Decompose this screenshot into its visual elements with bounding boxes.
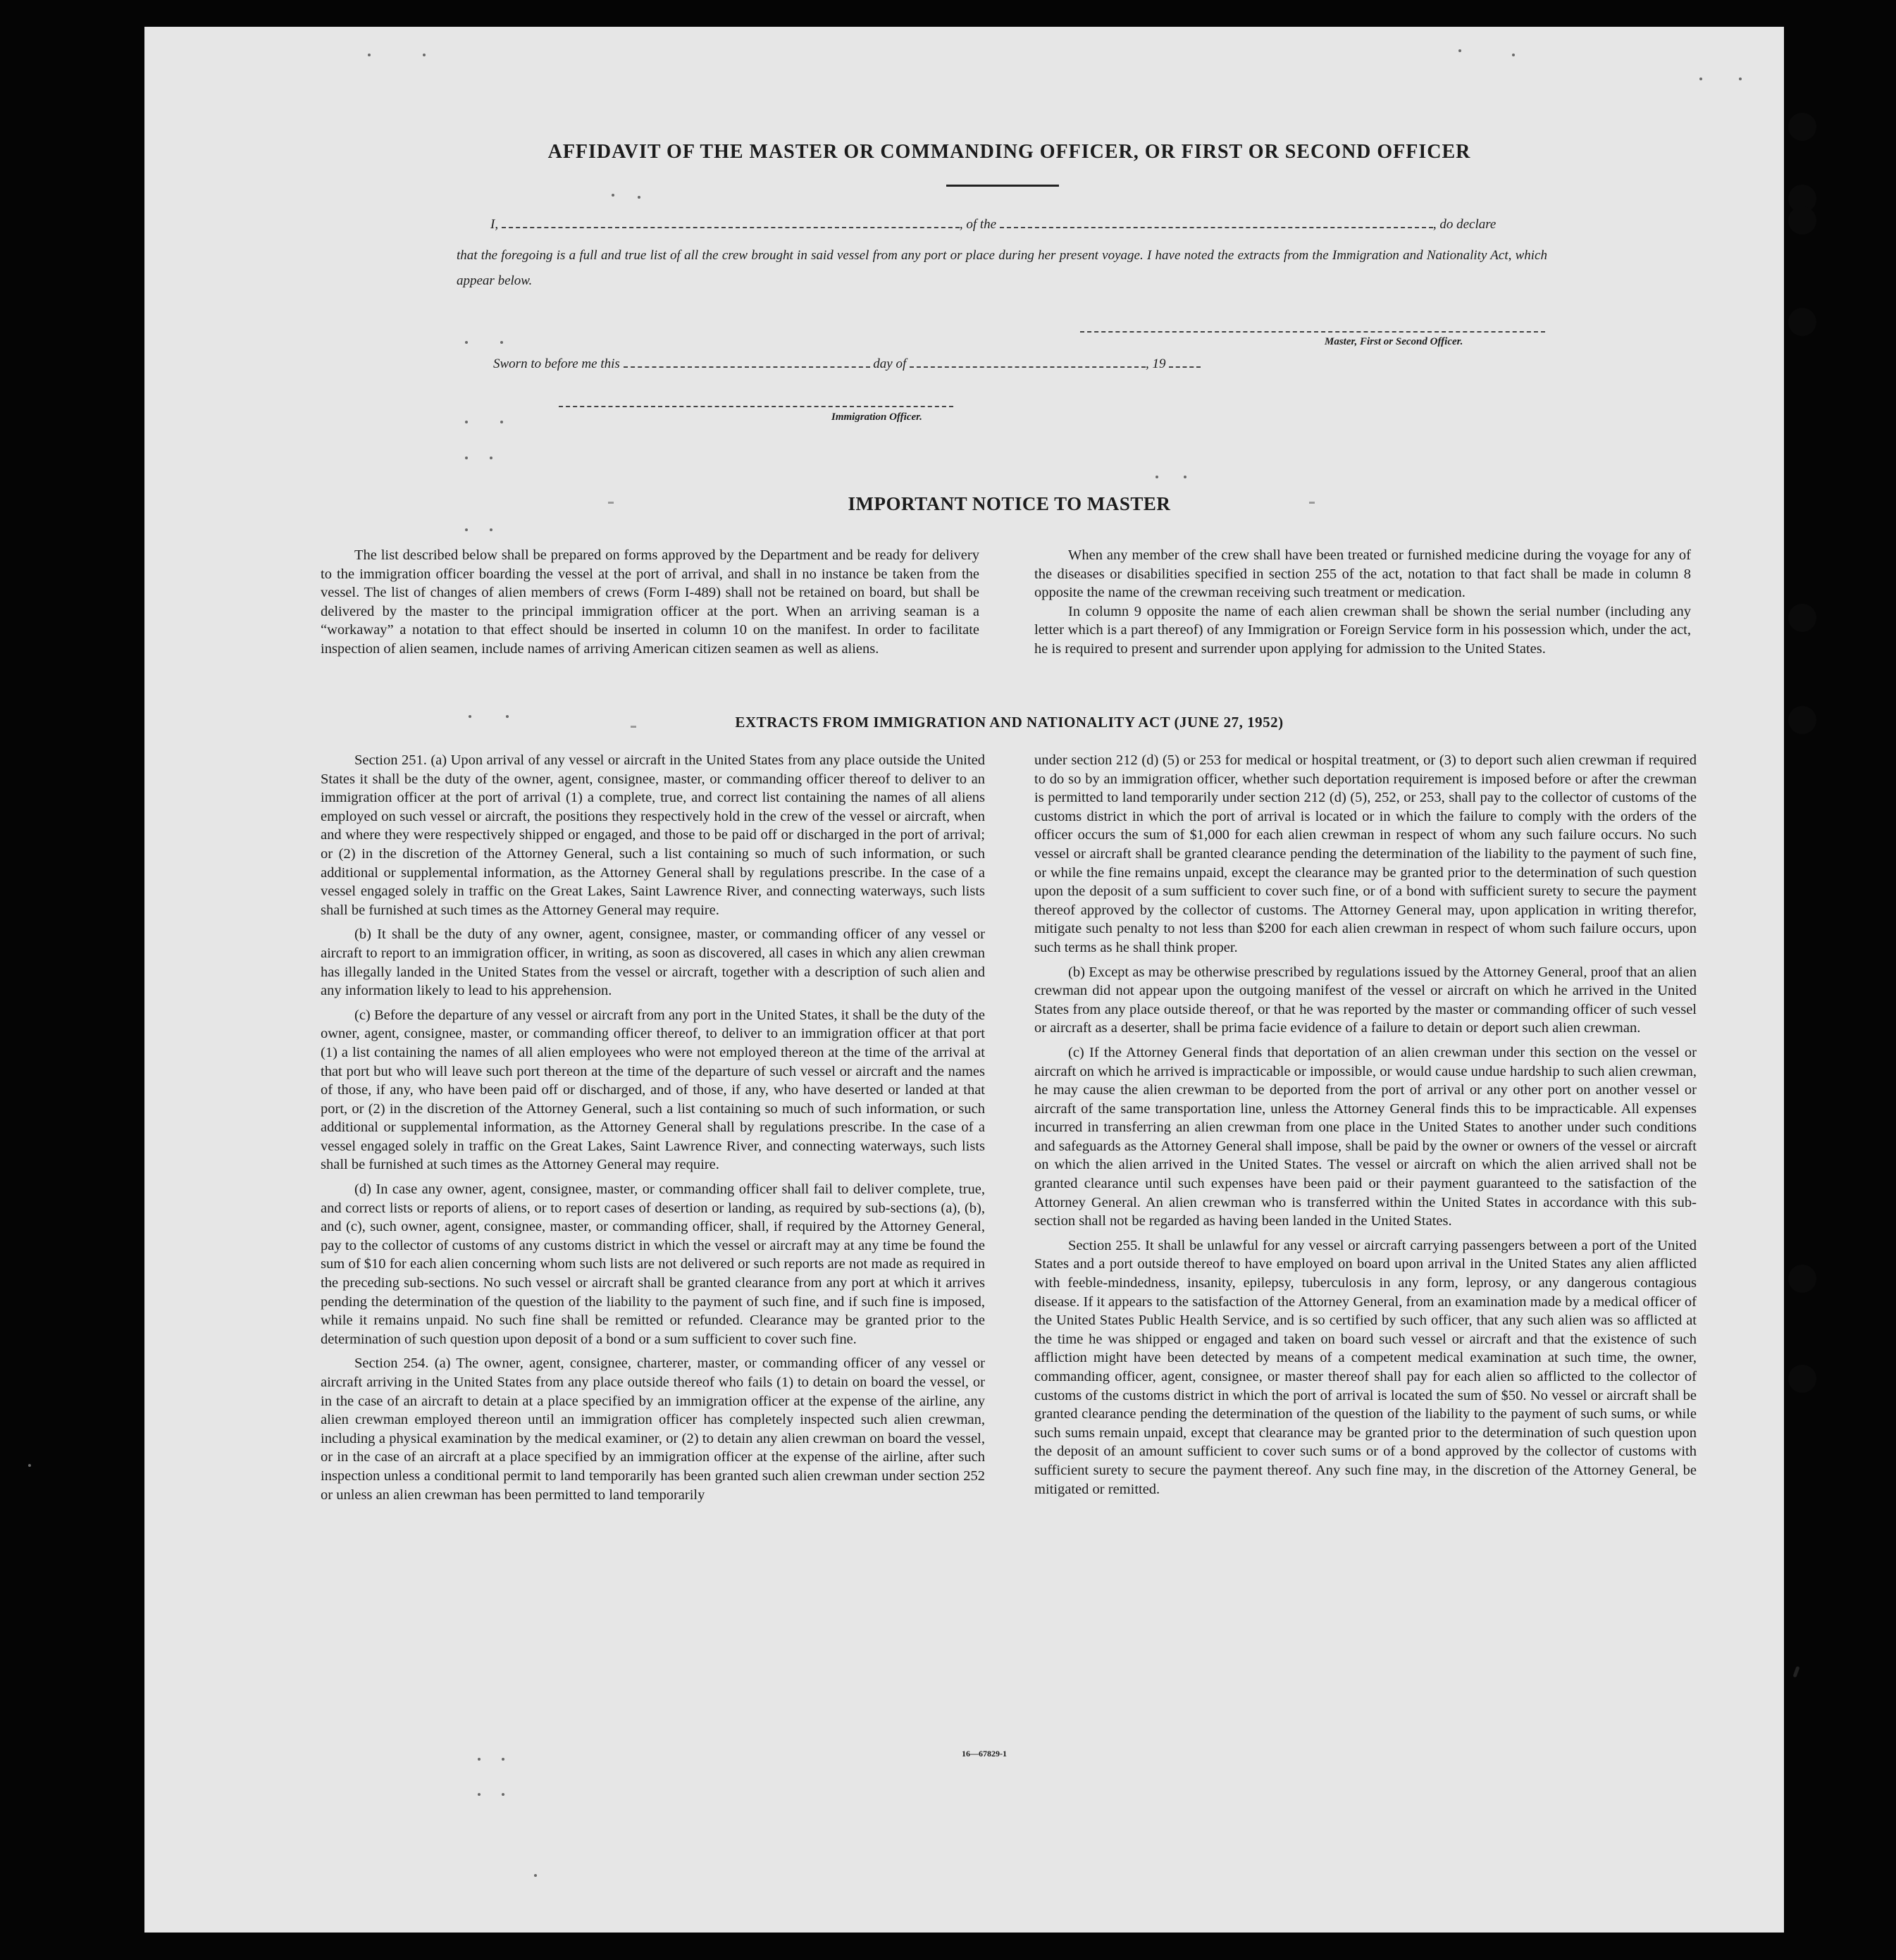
form-number: 16—67829-1: [962, 1749, 1007, 1759]
scan-speck: [502, 1793, 504, 1796]
affidavit-title: AFFIDAVIT OF THE MASTER OR COMMANDING OFFICER, OR FIRST OR SECOND OFFICER: [547, 141, 1471, 163]
declaration-line: [490, 217, 1496, 232]
notice-title: IMPORTANT NOTICE TO MASTER: [848, 493, 1171, 514]
scan-speck: [612, 194, 614, 197]
month-field[interactable]: [910, 358, 1146, 368]
binder-hole: [1788, 113, 1816, 141]
scan-speck: [500, 421, 503, 423]
section-251b: (b) It shall be the duty of any owner, agent, consignee, master, or commanding officer of any vessel or aircraft to report to an immigration officer, in writing, as soon as discovered, all cases in which any alien crewman has illegally landed in the United States from the vessel or aircraft, together with a description of such alien and any information likely to lead to his apprehension.: [321, 926, 985, 999]
scan-speck: [423, 54, 426, 56]
scan-speck: [465, 341, 468, 344]
notice-left-paragraph: The list described below shall be prepared on forms approved by the Department and be ready for delivery to the immigration officer boarding the vessel at the port of arrival, and shall in no instance be taken from the vessel. The list of changes of alien members of crews (Form I-489) shall not be retained on board, but shall be delivered by the master to the principal immigration officer at the port. When an arriving seaman is a “workaway” a notation to that effect should be inserted in column 10 on the manifest. In order to facilitate inspection of alien seamen, include names of arriving American citizen seamen as well as aliens.: [321, 547, 979, 657]
scan-speck: [1739, 77, 1742, 80]
scan-speck: [28, 1464, 31, 1467]
binder-hole: [1788, 604, 1816, 632]
binder-hole: [1788, 206, 1816, 235]
scan-speck: [1458, 49, 1461, 52]
notice-right-column: [1034, 546, 1691, 659]
notice-right-paragraph: When any member of the crew shall have been treated or furnished medicine during the voyage for any of the diseases or disabilities specified in section 255 of the act, notation to that fact shall be made in column 8 opposite the name of the crewman receiving such treatment or medication.: [1034, 547, 1691, 601]
declaration-text: that the foregoing is a full and true list of all the crew brought in said vessel from any port or place during her present voyage. I have noted the extracts from the Immigration and Nationality Act, which appear below.: [457, 248, 1547, 288]
scan-speck: [490, 457, 492, 459]
title-underline: [946, 185, 1059, 187]
scan-speck: [638, 196, 640, 199]
scan-speck: [1699, 77, 1702, 80]
scan-speck: [478, 1793, 481, 1796]
scan-speck: [465, 421, 468, 423]
sworn-label: Sworn to before me this: [493, 356, 620, 371]
binder-hole: [1788, 1265, 1816, 1293]
section-254a: Section 254. (a) The owner, agent, consignee, charterer, master, or commanding officer of any vessel or aircraft arriving in the United States from any place outside thereof who fails (1) to detain on board the vessel, or in the case of an aircraft to detain at a place specified by an immigration officer at the expense of the airline, any alien crewman employed thereon until an immigration officer has completely inspected such alien crewman, including a physical examination by the medical examiner, or (2) to detain any alien crewman on board the vessel, or in the case of an aircraft at a place specified by an immigration officer at the expense of the airline, after such inspection unless a conditional permit to land temporarily has been granted such alien crewman under section 252 or unless an alien crewman has been permitted to land temporarily: [321, 1356, 985, 1503]
section-255: Section 255. It shall be unlawful for any vessel or aircraft carrying passengers between a port of the United States and a port outside thereof to have employed on board upon arrival in the United States any alien afflicted with feeble-mindedness, insanity, epilepsy, tuberculosis in any form, leprosy, or any dangerous contagious disease. If it appears to the satisfaction of the Attorney General, from an examination made by a medical officer of the United States Public Health Service, and is so certified by such officer, that any such alien was so afflicted at the time he was shipped or engaged and taken on board such vessel or aircraft and that the existence of such affliction might have been detected by means of a competent medical examination at such time, the owner, commanding officer, agent, consignee, or master thereof shall pay for each alien so afflicted to the collector of customs of the customs district in which the port of arrival is located the sum of $50. No vessel or aircraft shall be granted clearance pending the determination of the question of the liability to the payment of such sums, or while such sums remain unpaid, except that clearance may be granted prior to the determination of such question upon the deposit of an amount sufficient to cover such sums or of a bond approved by the collector of customs with sufficient surety to secure the payment thereof. Any such fine may, in the discretion of the Attorney General, be mitigated or remitted.: [1034, 1237, 1697, 1497]
year-label: , 19: [1146, 356, 1166, 371]
immigration-officer-caption: Immigration Officer.: [831, 411, 922, 423]
section-251a: Section 251. (a) Upon arrival of any vessel or aircraft in the United States from any place outside the United States it shall be the duty of the owner, agent, consignee, master, or commanding officer thereof to deliver to an immigration officer at the port of arrival (1) a complete, true, and correct list containing the names of all aliens employed on such vessel or aircraft, the positions they respectively hold in the crew of the vessel or aircraft, when and where they were respectively shipped or engaged, and those to be paid off or discharged in the port of arrival; or (2) in the discretion of the Attorney General, such a list containing so much of such information, or such additional or supplemental information, as the Attorney General shall by regulations prescribe. In the case of a vessel engaged solely in traffic on the Great Lakes, Saint Lawrence River, and connecting waterways, such lists shall be furnished at such times as the Attorney General may require.: [321, 752, 985, 918]
binder-hole: [1788, 308, 1816, 336]
section-254a-continued: under section 212 (d) (5) or 253 for medical or hospital treatment, or (3) to deport such alien crewman if required to do so by an immigration officer, whether such deportation requirement is imposed before or after the crewman is permitted to land temporarily under section 212 (d) (5), 252, or 253, shall pay to the collector of customs of the customs district in which the port of arrival is located or in which the failure to comply with the orders of the officer occurs the sum of $1,000 for each alien crewman in respect of whom any such failure occurs. No such vessel or aircraft shall be granted clearance pending the determination of the liability to the payment of such fine, or while the fine remains unpaid, except the clearance may be granted prior to the determination of such question upon the deposit of a sum sufficient to cover such fine, or of a bond with sufficient surety to secure the payment thereof approved by the collector of customs. The Attorney General may, upon application in writing therefor, mitigate such penalty to not less than $200 for each alien crewman in respect of whom such failure occurs, upon such terms as he shall think proper.: [1034, 752, 1697, 955]
extracts-right-column: [1034, 751, 1697, 1504]
immigration-officer-signature-line[interactable]: [559, 406, 953, 407]
binder-hole: [1788, 1365, 1816, 1393]
scan-speck: [1184, 476, 1186, 478]
scan-speck: [1792, 1666, 1799, 1678]
day-of-label: day of: [873, 356, 907, 371]
notice-right-paragraph: In column 9 opposite the name of each alien crewman shall be shown the serial number (including any letter which is a part thereof) of any Immigration or Foreign Service form in his possession which, under the act, he is required to present and surrender upon applying for admission to the United States.: [1034, 603, 1691, 657]
scan-speck: [1155, 476, 1158, 478]
i-label: I,: [490, 217, 499, 232]
year-field[interactable]: [1169, 358, 1201, 368]
extracts-title: EXTRACTS FROM IMMIGRATION AND NATIONALITY ACT (JUNE 27, 1952): [735, 714, 1284, 731]
of-the-label: , of the: [959, 217, 997, 232]
scan-speck: [465, 457, 468, 459]
scan-speck: [534, 1874, 537, 1877]
scan-speck: [368, 54, 371, 56]
section-254c: (c) If the Attorney General finds that deportation of an alien crewman under this section on the vessel or aircraft on which he arrived is impracticable or impossible, or would cause undue hardship to such alien crewman, he may cause the alien crewman to be deported from the port of arrival or any other port on another vessel or aircraft of the same transportation line, unless the Attorney General finds this to be impracticable. All expenses incurred in transferring an alien crewman from one place in the United States to another under such conditions and safeguards as the Attorney General shall impose, shall be paid by the owner or owners of the vessel or aircraft on which the alien arrived in the United States. The vessel or aircraft on which the alien arrived shall not be granted clearance until such expenses have been paid or their payment guaranteed to the satisfaction of the Attorney General. An alien crewman who is transferred within the United States in accordance with this sub-section shall not be regarded as having been landed in the United States.: [1034, 1044, 1697, 1229]
master-signature-caption: Master, First or Second Officer.: [1325, 336, 1463, 347]
sworn-date-field[interactable]: [624, 358, 870, 368]
scan-speck: [490, 528, 492, 531]
section-254b: (b) Except as may be otherwise prescribed by regulations issued by the Attorney General, proof that an alien crewman did not appear upon the outgoing manifest of the vessel or aircraft on which he arrived in the United States from any place outside thereof, or that he was reported by the master or commanding officer of such vessel or aircraft as a deserter, shall be prima facie evidence of a failure to detain or deport such alien crewman.: [1034, 964, 1697, 1036]
section-251c: (c) Before the departure of any vessel or aircraft from any port in the United States, it shall be the duty of the owner, agent, consignee, master, or commanding officer thereof, to deliver to an immigration officer at that port (1) a list containing the names of all alien employees who were not employed thereon at the time of the arrival at that port but who will leave such port thereon at the time of the departure of such vessel or aircraft and the names of those, if any, who have been paid off or discharged, and of those, if any, who have deserted or landed at that port, or (2) in the discretion of the Attorney General, such a list containing so much of such information, or such additional or supplemental information, as the Attorney General shall by regulations prescribe. In the case of a vessel engaged solely in traffic on the Great Lakes, Saint Lawrence River, and connecting waterways, such lists shall be furnished at such times as the Attorney General may require.: [321, 1007, 985, 1173]
vessel-field[interactable]: [1000, 218, 1433, 228]
scan-speck: [478, 1758, 481, 1761]
scan-speck: [469, 715, 471, 718]
extracts-left-column: [321, 751, 985, 1510]
do-declare-label: , do declare: [1432, 217, 1497, 232]
scan-speck: [1512, 54, 1515, 56]
scan-speck: [500, 341, 503, 344]
binder-hole: [1788, 706, 1816, 734]
scan-speck: [502, 1758, 504, 1761]
name-field[interactable]: [502, 218, 960, 228]
scan-speck: [465, 528, 468, 531]
section-251d: (d) In case any owner, agent, consignee, master, or commanding officer shall fail to deliver complete, true, and correct lists or reports of aliens, or to report cases of desertion or landing, as required by sub-sections (a), (b), and (c), such owner, agent, consignee, master, or commanding officer, shall, if required by the Attorney General, pay to the collector of customs of any customs district in which the vessel or aircraft may at any time be found the sum of $10 for each alien concerning whom such lists are not delivered or such reports are not made as required in the preceding sub-sections. No such vessel or aircraft shall be granted clearance from any port at which it arrives pending the determination of the question of the liability to the payment of such fine, and if such fine is imposed, while it remains unpaid. No such fine shall be remitted or refunded. Clearance may be granted prior to the determination of such question upon deposit of a bond or a sum sufficient to cover such fine.: [321, 1181, 985, 1347]
sworn-line: [493, 356, 1201, 372]
notice-left-column: [321, 546, 979, 659]
master-signature-line[interactable]: [1080, 331, 1545, 333]
